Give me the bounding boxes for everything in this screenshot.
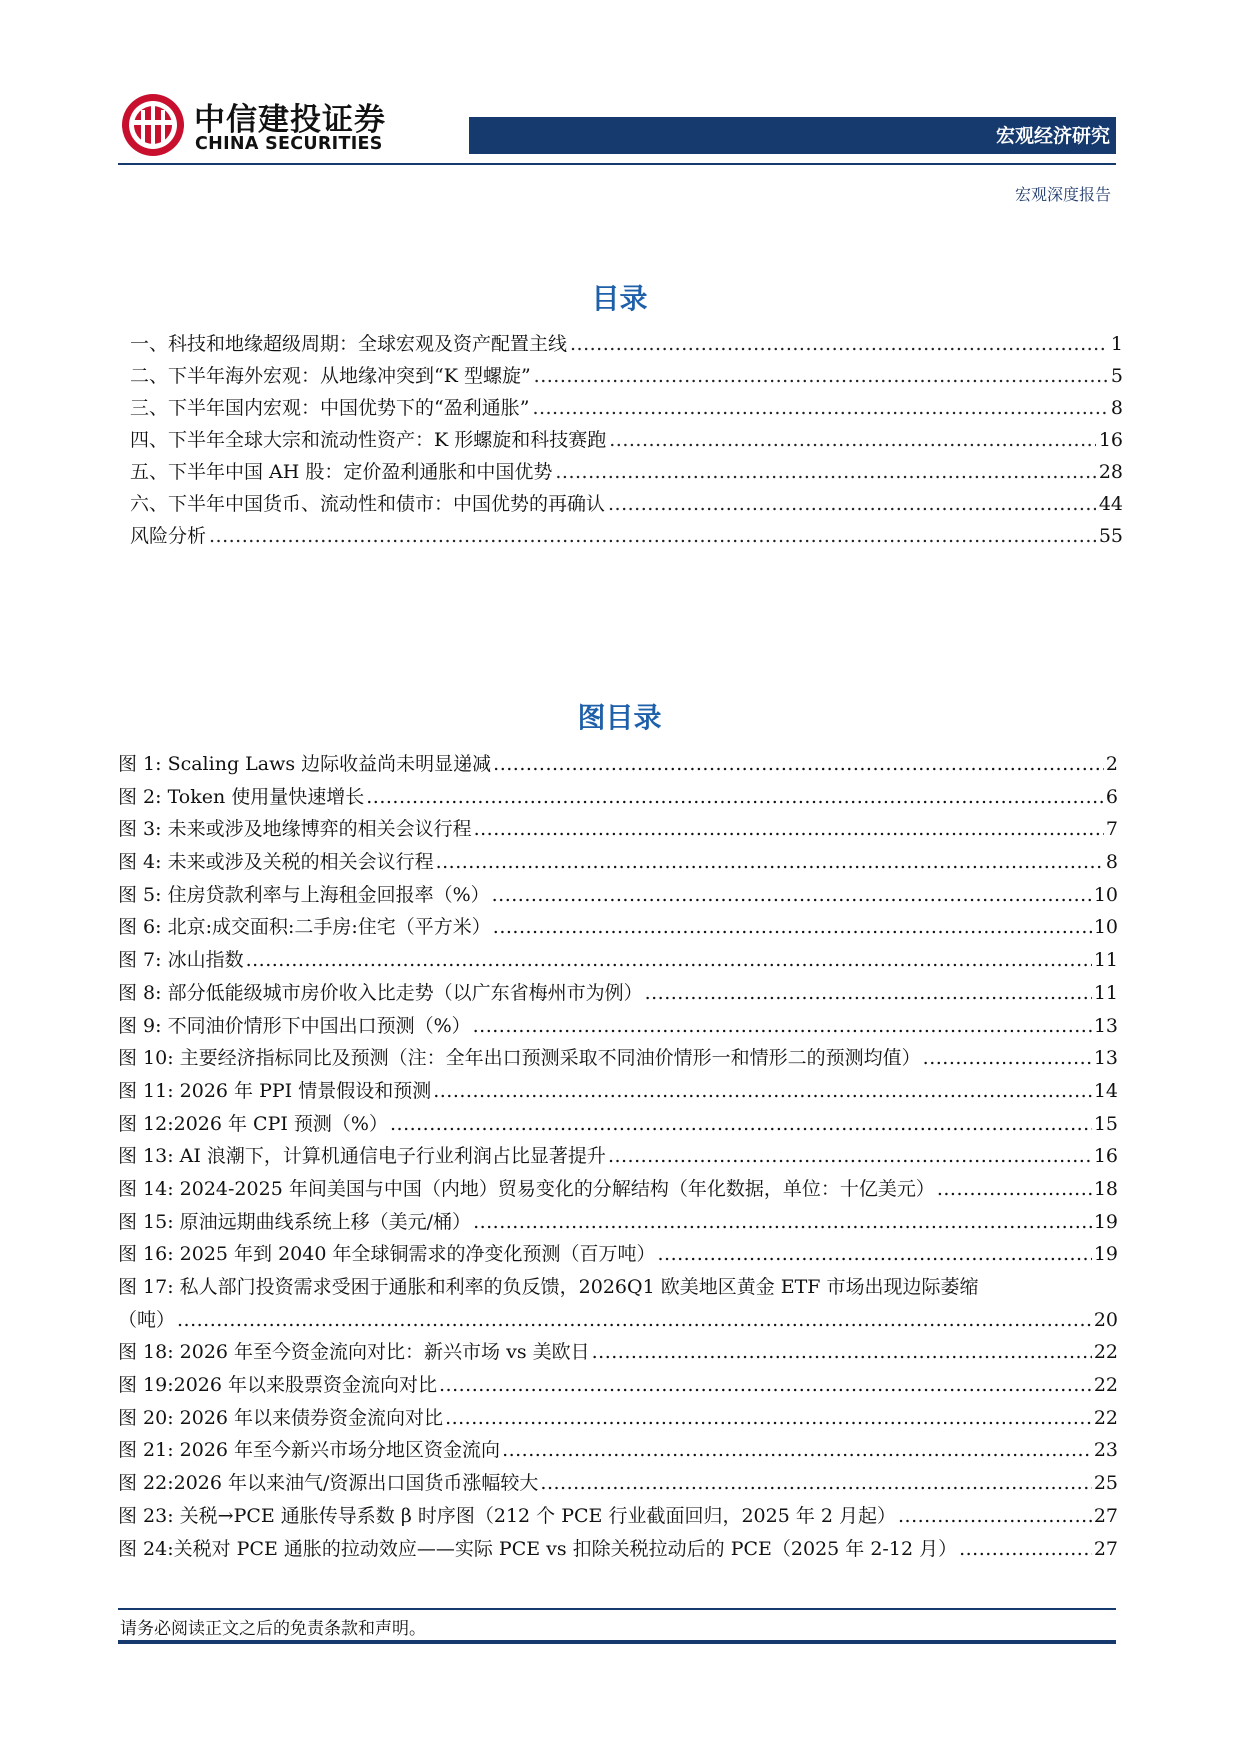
figure-entry-page: 22 bbox=[1093, 1341, 1118, 1364]
figure-entry-page: 7 bbox=[1105, 818, 1118, 841]
toc-entry-title: 二、下半年海外宏观：从地缘冲突到“K 型螺旋” bbox=[130, 365, 531, 387]
report-type: 宏观深度报告 bbox=[1014, 185, 1111, 204]
footer-disclaimer: 请务必阅读正文之后的免责条款和声明。 bbox=[120, 1619, 426, 1639]
figure-entry[interactable] bbox=[118, 847, 1118, 880]
figure-entry-title: （吨） bbox=[118, 1308, 176, 1331]
toc-entry[interactable] bbox=[130, 329, 1123, 361]
figure-entry-page: 10 bbox=[1093, 916, 1118, 939]
dot-leader bbox=[474, 818, 1104, 840]
dot-leader bbox=[959, 1538, 1092, 1560]
figure-entry[interactable] bbox=[118, 1207, 1118, 1240]
figure-list-title: 图目录 bbox=[577, 701, 662, 734]
figure-entry-title: 图 18: 2026 年至今资金流向对比：新兴市场 vs 美欧日 bbox=[118, 1341, 590, 1364]
figure-entry-title: 图 9: 不同油价情形下中国出口预测（%） bbox=[118, 1014, 471, 1037]
figure-entry-page: 13 bbox=[1093, 1014, 1118, 1037]
figure-entry-page: 2 bbox=[1105, 753, 1118, 775]
toc-list bbox=[130, 329, 1123, 553]
figure-entry-page: 18 bbox=[1093, 1177, 1118, 1200]
figure-entry-page: 20 bbox=[1093, 1308, 1118, 1331]
figure-entry-title: 图 2: Token 使用量快速增长 bbox=[118, 785, 365, 808]
figure-entry-title: 图 14: 2024-2025 年间美国与中国（内地）贸易变化的分解结构（年化数据，单位：十亿美元） bbox=[118, 1177, 935, 1200]
toc-entry-title: 三、下半年国内宏观：中国优势下的“盈利通胀” bbox=[130, 397, 530, 419]
figure-entry[interactable] bbox=[118, 1403, 1118, 1436]
figure-entry-page: 10 bbox=[1093, 883, 1118, 906]
dot-leader bbox=[570, 333, 1108, 355]
dot-leader bbox=[534, 365, 1108, 387]
figure-entry-title: 图 15: 原油远期曲线系统上移（美元/桶） bbox=[118, 1210, 472, 1233]
figure-entry-title: 图 4: 未来或涉及关税的相关会议行程 bbox=[118, 851, 434, 874]
dot-leader bbox=[502, 1439, 1092, 1461]
figure-entry-page: 15 bbox=[1093, 1112, 1118, 1135]
figure-entry-title: 图 13: AI 浪潮下，计算机通信电子行业利润占比显著提升 bbox=[118, 1145, 606, 1168]
figure-entry-title: 图 10: 主要经济指标同比及预测（注：全年出口预测采取不同油价情形一和情形二的预测均值） bbox=[118, 1047, 921, 1070]
figure-entry[interactable] bbox=[118, 1337, 1118, 1370]
dot-leader bbox=[439, 1374, 1092, 1396]
toc-entry-page: 55 bbox=[1098, 525, 1123, 547]
toc-entry-page: 8 bbox=[1110, 397, 1123, 419]
figure-entry[interactable] bbox=[118, 1501, 1118, 1534]
dot-leader bbox=[937, 1178, 1092, 1200]
figure-entry[interactable] bbox=[118, 1076, 1118, 1109]
dot-leader bbox=[923, 1047, 1092, 1069]
figure-entry[interactable] bbox=[118, 880, 1118, 913]
footer-bar bbox=[118, 1640, 1116, 1644]
figure-entry-page: 6 bbox=[1105, 785, 1118, 808]
figure-entry-page: 11 bbox=[1093, 981, 1118, 1004]
dot-leader bbox=[473, 1211, 1092, 1233]
figure-entry-page: 8 bbox=[1105, 851, 1118, 874]
figure-entry-title: 图 19:2026 年以来股票资金流向对比 bbox=[118, 1374, 438, 1397]
toc-entry[interactable] bbox=[130, 361, 1123, 393]
company-logo bbox=[120, 92, 410, 158]
header-bar bbox=[469, 117, 1116, 154]
figure-entry-title: 图 6: 北京:成交面积:二手房:住宅（平方米） bbox=[118, 916, 491, 939]
figure-entry-title: 图 24:关税对 PCE 通胀的拉动效应——实际 PCE vs 扣除关税拉动后的 PCE（2025 年 2-12 月） bbox=[118, 1537, 958, 1560]
figure-entry-page: 19 bbox=[1093, 1243, 1118, 1266]
dot-leader bbox=[436, 851, 1104, 873]
footer-divider bbox=[118, 1608, 1116, 1610]
dot-leader bbox=[493, 916, 1092, 938]
header-divider bbox=[118, 163, 1116, 165]
figure-entry-title: 图 1: Scaling Laws 边际收益尚未明显递减 bbox=[118, 753, 492, 775]
figure-entry-page: 16 bbox=[1093, 1145, 1118, 1168]
dot-leader bbox=[433, 1080, 1092, 1102]
figure-entry-title: 图 5: 住房贷款利率与上海租金回报率（%） bbox=[118, 883, 490, 906]
dot-leader bbox=[657, 1243, 1091, 1265]
figure-entry-page: 22 bbox=[1093, 1374, 1118, 1397]
figure-entry-title: 图 8: 部分低能级城市房价收入比走势（以广东省梅州市为例） bbox=[118, 981, 643, 1004]
figure-entry[interactable] bbox=[118, 1305, 1118, 1338]
dot-leader bbox=[366, 786, 1104, 808]
figure-entry[interactable] bbox=[118, 1468, 1118, 1501]
toc-entry[interactable] bbox=[130, 425, 1123, 457]
toc-entry-page: 5 bbox=[1110, 365, 1123, 387]
toc-entry[interactable] bbox=[130, 393, 1123, 425]
figure-entry-page: 22 bbox=[1093, 1406, 1118, 1429]
figure-entry-title: 图 16: 2025 年到 2040 年全球铜需求的净变化预测（百万吨） bbox=[118, 1243, 656, 1266]
figure-entry[interactable] bbox=[118, 1174, 1118, 1207]
figure-entry-title: 图 3: 未来或涉及地缘博弈的相关会议行程 bbox=[118, 818, 472, 841]
figure-entry[interactable] bbox=[118, 1141, 1118, 1174]
header-label: 宏观经济研究 bbox=[995, 125, 1110, 147]
toc-entry[interactable] bbox=[130, 489, 1123, 521]
toc-entry-page: 44 bbox=[1098, 493, 1123, 515]
toc-title: 目录 bbox=[591, 282, 648, 315]
figure-entry-page: 13 bbox=[1093, 1047, 1118, 1070]
figure-entry-title: 图 23: 关税→PCE 通胀传导系数 β 时序图（212 个 PCE 行业截面回归，2025 年 2 月起） bbox=[118, 1504, 897, 1527]
figure-entry[interactable] bbox=[118, 978, 1118, 1011]
figure-entry-title: 图 21: 2026 年至今新兴市场分地区资金流向 bbox=[118, 1439, 501, 1462]
figure-entry[interactable] bbox=[118, 1534, 1118, 1567]
toc-entry-page: 16 bbox=[1098, 429, 1123, 451]
figure-entry-page: 27 bbox=[1093, 1537, 1118, 1560]
dot-leader bbox=[246, 949, 1092, 971]
figure-entry[interactable] bbox=[118, 814, 1118, 847]
toc-entry-title: 风险分析 bbox=[130, 525, 207, 547]
figure-entry-page: 19 bbox=[1093, 1210, 1118, 1233]
toc-entry[interactable] bbox=[130, 521, 1123, 553]
dot-leader bbox=[592, 1341, 1092, 1363]
figure-entry[interactable] bbox=[118, 1109, 1118, 1142]
figure-entry[interactable] bbox=[118, 749, 1118, 782]
dot-leader bbox=[540, 1472, 1091, 1494]
figure-entry-page: 25 bbox=[1093, 1472, 1118, 1495]
dot-leader bbox=[608, 493, 1096, 515]
figure-entry[interactable] bbox=[118, 1011, 1118, 1044]
dot-leader bbox=[492, 884, 1092, 906]
dot-leader bbox=[177, 1309, 1092, 1331]
figure-entry-title: 图 17: 私人部门投资需求受困于通胀和利率的负反馈，2026Q1 欧美地区黄金 ETF 市场出现边际萎缩 bbox=[118, 1276, 979, 1298]
dot-leader bbox=[532, 397, 1107, 419]
figure-list bbox=[118, 749, 1118, 1566]
dot-leader bbox=[493, 753, 1104, 775]
toc-entry-page: 28 bbox=[1098, 461, 1123, 483]
figure-entry[interactable] bbox=[118, 1239, 1118, 1272]
figure-entry[interactable] bbox=[118, 912, 1118, 945]
figure-entry-page: 11 bbox=[1093, 949, 1118, 972]
dot-leader bbox=[555, 461, 1095, 483]
dot-leader bbox=[898, 1505, 1092, 1527]
figure-entry-title: 图 22:2026 年以来油气/资源出口国货币涨幅较大 bbox=[118, 1472, 539, 1495]
figure-entry-title: 图 11: 2026 年 PPI 情景假设和预测 bbox=[118, 1079, 432, 1102]
figure-entry[interactable] bbox=[118, 1435, 1118, 1468]
figure-entry-page: 14 bbox=[1093, 1079, 1118, 1102]
brand-name-cn: 中信建投证券 bbox=[194, 102, 386, 138]
dot-leader bbox=[390, 1113, 1092, 1135]
china-securities-logo-icon bbox=[120, 92, 186, 158]
figure-entry[interactable] bbox=[118, 1370, 1118, 1403]
toc-entry-title: 五、下半年中国 AH 股：定价盈利通胀和中国优势 bbox=[130, 461, 553, 483]
brand-name-en: CHINA SECURITIES bbox=[195, 134, 383, 154]
dot-leader bbox=[473, 1015, 1092, 1037]
figure-entry-page: 27 bbox=[1093, 1504, 1118, 1527]
figure-entry[interactable] bbox=[118, 945, 1118, 978]
toc-entry-page: 1 bbox=[1110, 333, 1123, 355]
toc-entry[interactable] bbox=[130, 457, 1123, 489]
dot-leader bbox=[609, 429, 1096, 451]
figure-entry[interactable] bbox=[118, 1043, 1118, 1076]
figure-entry-page: 23 bbox=[1093, 1439, 1118, 1462]
dot-leader bbox=[209, 525, 1096, 547]
figure-entry-title: 图 20: 2026 年以来债券资金流向对比 bbox=[118, 1406, 444, 1429]
toc-entry-title: 四、下半年全球大宗和流动性资产：K 形螺旋和科技赛跑 bbox=[130, 429, 607, 451]
figure-entry-title: 图 7: 冰山指数 bbox=[118, 949, 244, 972]
figure-entry[interactable] bbox=[118, 782, 1118, 815]
figure-entry-title: 图 12:2026 年 CPI 预测（%） bbox=[118, 1112, 388, 1135]
toc-entry-title: 一、科技和地缘超级周期：全球宏观及资产配置主线 bbox=[130, 333, 568, 355]
toc-entry-title: 六、下半年中国货币、流动性和债市：中国优势的再确认 bbox=[130, 493, 606, 515]
dot-leader bbox=[608, 1145, 1092, 1167]
dot-leader bbox=[445, 1407, 1092, 1429]
dot-leader bbox=[645, 982, 1092, 1004]
figure-entry[interactable] bbox=[118, 1272, 1118, 1305]
